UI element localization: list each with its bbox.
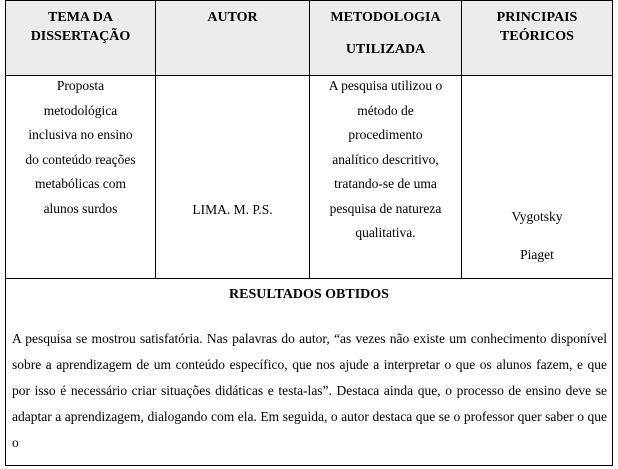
cell-autor: LIMA. M. P.S. [192, 202, 273, 217]
header-teoricos: PRINCIPAIS TEÓRICOS [496, 10, 578, 44]
cell-metodologia: A pesquisa utilizou o método de procedimento analítico descritivo, tratando-se de uma pesquisa de natureza qualitativa. [328, 78, 443, 240]
table-border-left [5, 0, 6, 466]
cell-teoricos: Vygotsky Piaget [511, 209, 563, 262]
table-border-bottom [5, 465, 613, 466]
cell-tema: Proposta metodológica inclusiva no ensino do conteúdo reações metabólicas com alunos surdos [25, 78, 136, 216]
header-metodologia: METODOLOGIA UTILIZADA [330, 10, 441, 57]
column-divider-1 [155, 0, 156, 279]
results-text: A pesquisa se mostrou satisfatória. Nas palavras do autor, “as vezes não existe um conhecimento disponível sobre a aprendizagem de um conteúdo específico, que nos ajude a interpretar o que os alunos fazem, e que por isso é necessário criar situações didáticas e testa-las”. Destaca ainda que, o processo de ensino deve se adaptar a aprendizagem, dialogando com ela. Em seguida, o autor destaca que se o professor quer saber o que o [12, 331, 607, 450]
table-border-right [612, 0, 613, 466]
header-tema: TEMA DA DISSERTAÇÃO [30, 10, 131, 44]
header-autor: AUTOR [207, 10, 258, 25]
results-title: RESULTADOS OBTIDOS [229, 287, 389, 302]
